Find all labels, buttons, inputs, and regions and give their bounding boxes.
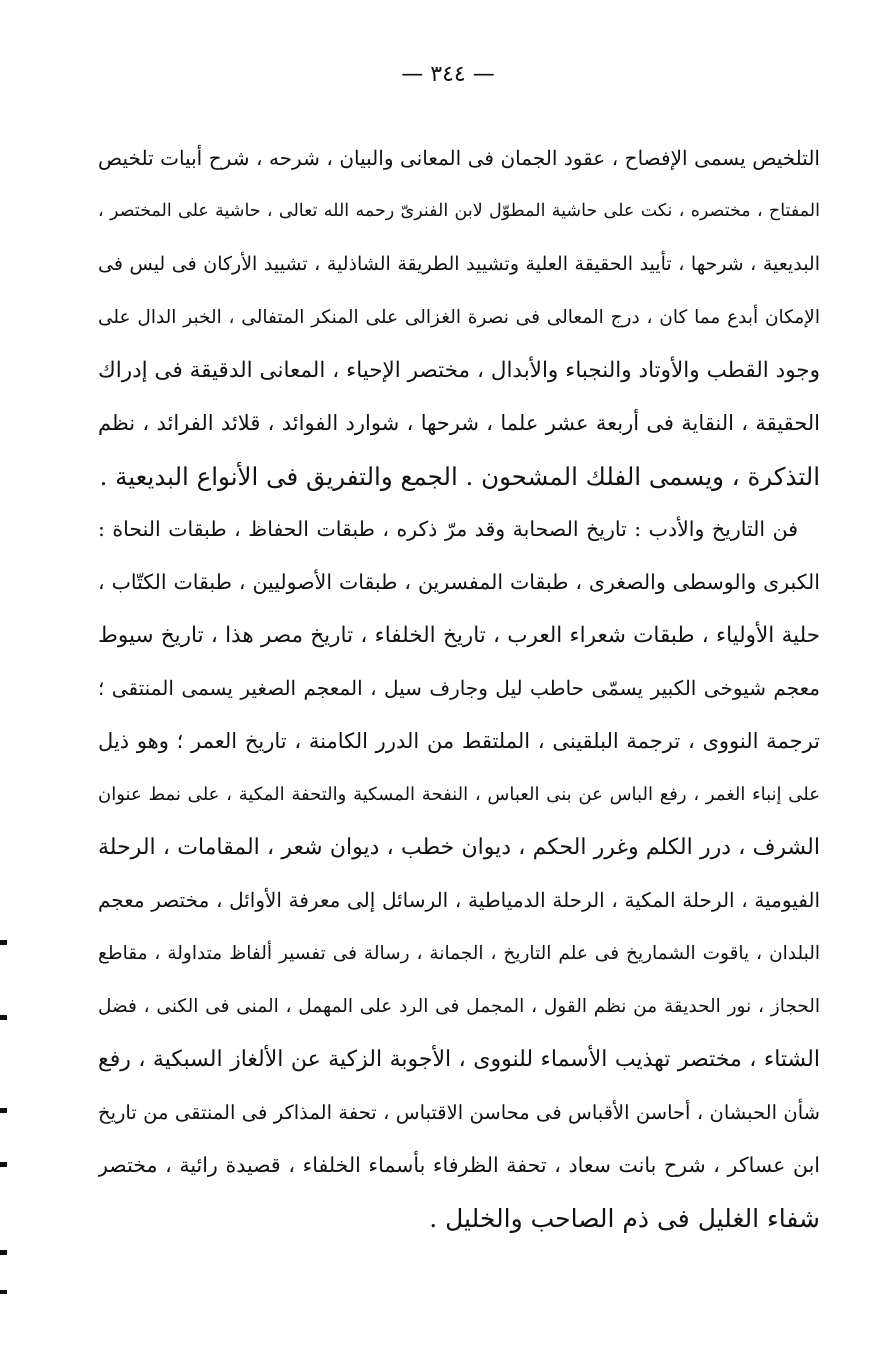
text-line: المفتاح ، مختصره ، نكت على حاشية المطوّل لابن الفنرىّ رحمه الله تعالى ، حاشية على المختصر ،	[98, 201, 820, 221]
text-line: على إنباء الغمر ، رفع الباس عن بنى العباس ، النفحة المسكية والتحفة المكية ، على نمط عنوان	[98, 784, 820, 805]
text-line: البلدان ، ياقوت الشماريخ فى علم التاريخ ، الجمانة ، رسالة فى تفسير ألفاظ متداولة ، مقاطع	[98, 943, 820, 964]
text-line: ترجمة النووى ، ترجمة البلقينى ، الملتقط من الدرر الكامنة ، تاريخ العمر ؛ وهو ذيل	[98, 729, 820, 753]
page-number: — ٣٤٤ —	[401, 62, 495, 87]
scan-mark	[0, 1108, 7, 1113]
text-line: الشتاء ، مختصر تهذيب الأسماء للنووى ، الأجوبة الزكية عن الألغاز السبكية ، رفع	[98, 1047, 820, 1072]
text-line: التلخيص يسمى الإفصاح ، عقود الجمان فى المعانى والبيان ، شرحه ، شرح أبيات تلخيص	[98, 146, 820, 170]
text-line: حلية الأولياء ، طبقات شعراء العرب ، تاريخ الخلفاء ، تاريخ مصر هذا ، تاريخ سيوط	[98, 623, 820, 648]
scan-mark	[0, 1015, 7, 1020]
scan-mark	[0, 1290, 7, 1294]
text-line: الفيومية ، الرحلة المكية ، الرحلة الدمياطية ، الرسائل إلى معرفة الأوائل ، مختصر معجم	[98, 888, 820, 912]
text-line: البديعية ، شرحها ، تأييد الحقيقة العلية وتشييد الطريقة الشاذلية ، تشييد الأركان فى ليس فى	[98, 253, 820, 275]
text-line: الحجاز ، نور الحديقة من نظم القول ، المجمل فى الرد على المهمل ، المنى فى الكنى ، فضل	[98, 996, 820, 1017]
body-text	[98, 132, 820, 1245]
scan-mark	[0, 940, 7, 945]
text-line: شأن الحبشان ، أحاسن الأقباس فى محاسن الاقتباس ، تحفة المذاكر فى المنتقى من تاريخ	[98, 1101, 820, 1124]
text-line: ابن عساكر ، شرح بانت سعاد ، تحفة الظرفاء بأسماء الخلفاء ، قصيدة رائية ، مختصر	[98, 1153, 820, 1177]
text-line: شفاء الغليل فى ذم الصاحب والخليل .	[429, 1204, 820, 1233]
text-line: وجود القطب والأوتاد والنجباء والأبدال ، مختصر الإحياء ، المعانى الدقيقة فى إدراك	[98, 358, 820, 383]
text-line: الإمكان أبدع مما كان ، درج المعالى فى نصرة الغزالى على المنكر المتفالى ، الخبر الدال على	[98, 307, 820, 328]
text-line: الشرف ، درر الكلم وغرر الحكم ، ديوان خطب ، ديوان شعر ، المقامات ، الرحلة	[98, 835, 820, 860]
text-line: معجم شيوخى الكبير يسمّى حاطب ليل وجارف سيل ، المعجم الصغير يسمى المنتقى ؛	[98, 676, 820, 700]
text-line: الكبرى والوسطى والصغرى ، طبقات المفسرين ، طبقات الأصوليين ، طبقات الكتّاب ،	[98, 570, 820, 594]
text-line: الحقيقة ، النقاية فى أربعة عشر علما ، شرحها ، شوارد الفوائد ، قلائد الفرائد ، نظم	[98, 411, 820, 435]
scan-mark	[0, 1162, 7, 1167]
text-line: فن التاريخ والأدب : تاريخ الصحابة وقد مرّ ذكره ، طبقات الحفاظ ، طبقات النحاة :	[98, 517, 798, 541]
text-line: التذكرة ، ويسمى الفلك المشحون . الجمع والتفريق فى الأنواع البديعية .	[99, 462, 820, 491]
scan-mark	[0, 1250, 7, 1255]
